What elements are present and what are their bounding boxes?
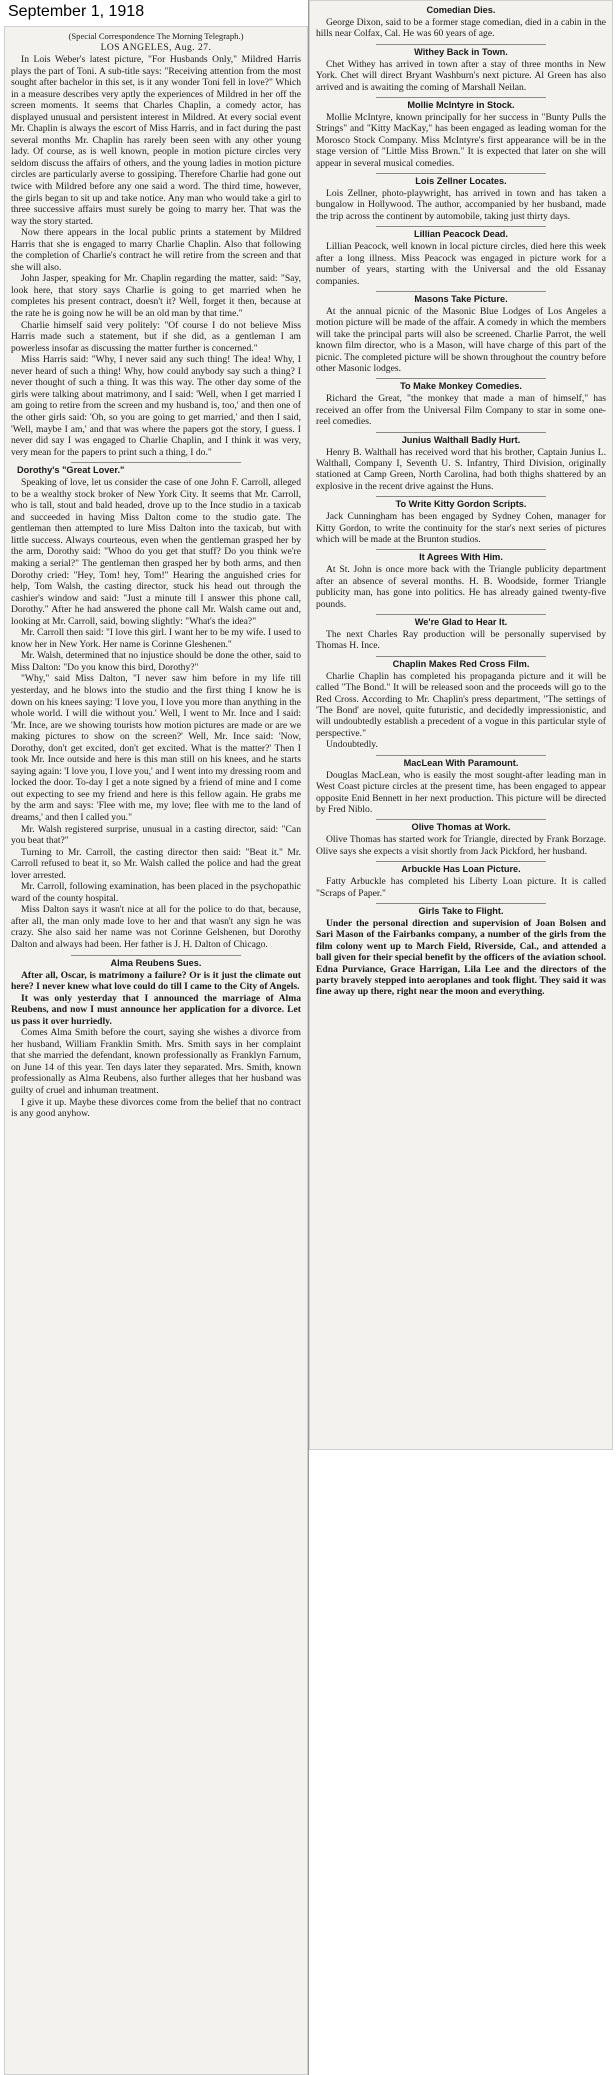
paragraph: John Jasper, speaking for Mr. Chaplin regarding the matter, said: "Say, look here, that story says Charlie is going to get married when he completes his present contract, doesn't it? Well, forget it then, because at the rate he is going now he will be an old man by that time." [11,273,301,320]
paragraph: Mr. Walsh registered surprise, unusual in a casting director, said: "Can you beat that?" [11,823,301,847]
section-rule [376,291,546,292]
paragraph: Fatty Arbuckle has completed his Liberty Loan picture. It is called "Scraps of Paper." [316,876,606,899]
paragraph: Charlie Chaplin has completed his propaganda picture and it will be called "The Bond." It will be released soon and the proceeds will go to the Red Cross. According to Mr. Chaplin's press department, "The settings of 'The Bond' are novel, quite futuristic, and decidedly impressionistic, and will undoubtedly establish a precedent of a vogue in this particular style of perspective." [316,670,606,739]
story-headline: Dorothy's "Great Lover." [17,465,125,476]
paragraph: Mr. Carroll then said: "I love this girl. I want her to be my wife. I used to know her in New York. Her name is Corinne Gleshenen." [11,627,301,650]
paragraph: Comes Alma Smith before the court, saying she wishes a divorce from her husband, William Franklin Smith. Mrs. Smith says in her complaint that she married the defendant, known professionally as Franklyn Farnum, on June 14 of this year. Ten days later they separated. Mrs. Smith, known professionally as Alma Reubens, also further alleges that her husband was guilty of cruel and inhuman treatment. [11,1027,301,1097]
paragraph: Douglas MacLean, who is easily the most sought-after leading man in West Coast picture circles at the present time, has been engaged to appear opposite Enid Bennett in her next production. This picture will be directed by Fred Niblo. [316,769,606,815]
story-arbuckle [316,864,606,899]
paragraph: Speaking of love, let us consider the case of one John F. Carroll, alleged to be a wealthy stock broker of New York City. It seems that Mr. Carroll, who is tall, stout and bald headed, drove up to the Ince studio in a taxicab and succeeded in having Miss Dalton come to the studio gate. The gentleman then attempted to lure Miss Dalton into the taxicab, but with little success. Always courteous, even when the gentleman grasped her by the arm, Dorothy said: "Whoo do you get that stuff? Do you think we're making a serial?" The gentleman then grasped her by both arms, and then Dorothy cried: "Hey, Tom! hey, Tom!" Hearing the anguished cries for help, Tom Walsh, the casting director, stuck his head out through the cashier's window and said: "Just a minute till I answer this phone call, Dorothy." After he had answered the phone call Mr. Walsh came out and, looking at Mr. Carroll, said, bowing slightly: "What's the idea?" [11,477,301,627]
paragraph: The next Charles Ray production will be personally supervised by Thomas H. Ince. [316,629,606,652]
paragraph: Miss Harris said: "Why, I never said any such thing! The idea! Why, I never heard of such a thing! Why, how could anybody say such a thing? I never thought of such a thing. It was this way. The other day some of the girls were talking about matrimony, and I said: 'Well, when I get married I am going to retire from the screen and my husband is, too,' and then one of the other girls said: 'Oh, so you are going to get married,' and then I said, 'Well, maybe I am,' and that was where the papers got the story, I guess. I never did say I was engaged to Charlie Chaplin, and I think it was very, very mean for the papers to print such a thing, I do." [11,354,301,458]
story-headline: MacLean With Paramount. [403,757,519,768]
paragraph: Charlie himself said very politely: "Of course I do not believe Miss Harris made such a statement, but if she did, as a gentleman I am powerless insofar as discussing the matter further is concerned." [11,319,301,354]
paragraph: Henry B. Walthall has received word that his brother, Captain Junius L. Walthall, Company I, Seventh U. S. Infantry, Third Division, originally stationed at Camp Green, North Carolina, had both thighs shattered by an explosive in the recent drive against the Huns. [316,446,606,492]
story-chaplin-harris [11,54,301,458]
story-headline: It Agrees With Him. [419,552,503,563]
correspondence-credit: (Special Correspondence The Morning Telegraph.) [68,31,244,41]
story-headline: To Make Monkey Comedies. [400,381,522,392]
story-glad [316,617,606,652]
story-maclean [316,758,606,816]
paragraph: Miss Dalton says it wasn't nice at all for the police to do that, because, after all, the man only made love to her and that wasn't any sign he was crazy. She also said her name was not Corinne Gelshenen, but Dorothy Dalton and always had been. Her father is J. H. Dalton of Chicago. [11,904,301,951]
story-mcintyre [316,100,606,169]
story-headline: To Write Kitty Gordon Scripts. [395,499,527,510]
section-rule [376,432,546,433]
section-rule [376,819,546,820]
paragraph: Undoubtedly. [326,739,378,751]
paragraph: Lois Zellner, photo-playwright, has arrived in town and has taken a bungalow in Hollywood. The author, accompanied by her husband, made the trip across the continent by automobile, taking just thirty days. [316,188,606,222]
paragraph: Olive Thomas has started work for Triangle, directed by Frank Borzage. Olive says she expects a visit shortly from Jack Pickford, her husband. [316,834,606,857]
story-flight [316,906,606,998]
story-headline: Masons Take Picture. [414,293,508,304]
section-rule [376,656,546,657]
story-headline: Alma Reubens Sues. [110,957,202,968]
section-rule [71,462,241,463]
dateline: LOS ANGELES, Aug. 27. [100,43,212,53]
story-headline: Withey Back in Town. [414,46,508,57]
story-headline: Mollie McIntyre in Stock. [407,100,515,111]
paragraph: In Lois Weber's latest picture, "For Husbands Only," Mildred Harris plays the part of Toni. A sub-title says: "Receiving attention from the most sought after bachelor in this set, is it any wonder Toni fell in love?" Which in a measure describes very aptly the experiences of Mildred in her off the screen moments. It seems that Charles Chaplin, a comedy actor, has displayed unusual and persistent interest in Mildred. At every social event Mr. Chaplin is always the escort of Miss Harris, and in fact during the past several months Mr. Chaplin has rarely been seen with any other young lady. Of course, as is well known, people in motion picture circles very seldom discuss the affairs of others, and the young ladies in motion picture circles are particularly averse to gossiping. Therefore Charlie had gone out twice with Mildred before any one said a word. The third time, however, the girls began to sit up and take notice. Any man who would take a girl to three successive affairs must surely be going to marry her. That was the way the story started. [11,54,301,227]
story-headline: Junius Walthall Badly Hurt. [401,434,521,445]
story-great-lover [11,465,301,950]
section-rule [376,549,546,550]
story-headline: Chaplin Makes Red Cross Film. [392,658,530,669]
story-headline: Olive Thomas at Work. [411,822,511,833]
section-rule [376,44,546,45]
story-walthall [316,435,606,493]
story-agrees [316,552,606,610]
right-column-clipping [309,0,613,1450]
story-monkey [316,381,606,427]
paragraph: George Dixon, said to be a former stage comedian, died in a cabin in the hills near Colfax, Cal. He was 60 years of age. [316,17,606,40]
story-olive-thomas [316,822,606,857]
story-zellner [316,176,606,222]
story-headline: Comedian Dies. [426,5,496,15]
section-rule [71,955,241,956]
story-peacock [316,229,606,287]
paragraph: "Why," said Miss Dalton, "I never saw him before in my life till yesterday, and he blows into the studio and the first thing I know he is down on his knees saying: 'I love you, I love you more than anything in the whole world. I will die without you.' Well, I went to Mr. Ince and I said: 'Mr. Ince, are we showing tourists how motion pictures are made or are we making pictures to show on the screen?' Well, Mr. Ince said: 'Now, Dorothy, don't get excited, don't get excited. What is the matter?' Then I took Mr. Ince outside and here is this man still on his knees, and he starts saying again: 'I love you, I love you,' and I went into my dressing room and locked the door. To-day I get a note signed by a friend of mine and I come out expecting to see my friend and here is this fellow again. He grabs me by the arm and says: 'Flee with me, my love; flee with me to the land of dreams,' and then I called you." [11,673,301,823]
story-kitty-gordon [316,499,606,545]
section-rule [376,755,546,756]
story-withey [316,47,606,93]
left-column-clipping [4,26,308,2075]
section-rule [376,496,546,497]
page-date: September 1, 1918 [8,3,145,20]
story-comedian-dies [316,5,606,40]
paragraph: It was only yesterday that I announced the marriage of Alma Reubens, and now I must announce her application for a divorce. Let us pass it over hurriedly. [11,992,301,1027]
paragraph: After all, Oscar, is matrimony a failure? Or is it just the climate out here? I never knew what love could do till I came to the City of Angels. [11,969,301,993]
paragraph: Under the personal direction and supervision of Joan Bolsen and Sari Mason of the Fairbanks company, a number of the girls from the film colony went up to March Field, Riverside, Cal., and attended a ball given for their special benefit by the officers of the aviation school. Edna Purviance, Grace Harrigan, Lila Lee and the directors of the party bravely stepped into aeroplanes and took flight. They said it was fine away up there, right near the moon and everything. [316,917,606,998]
paragraph: Mr. Walsh, determined that no injustice should be done the other, said to Miss Dalton: "Do you know this bird, Dorothy?" [11,650,301,673]
story-red-cross [316,659,606,751]
story-headline: Lois Zellner Locates. [415,176,507,187]
section-rule [376,226,546,227]
story-headline: We're Glad to Hear It. [414,617,508,628]
story-alma-reubens [11,958,301,1120]
paragraph: At the annual picnic of the Masonic Blue Lodges of Los Angeles a motion picture will be made of the affair. A comedy in which the members will take the principal parts will also be screened. Charlie Parrot, the well known film director, who is a Mason, will have charge of this part of the picnic. The completed picture will be shown throughout the country before other Masonic lodges. [316,305,606,374]
paragraph: Richard the Great, "the monkey that made a man of himself," has received an offer from the Universal Film Company to star in some one-reel comedies. [316,393,606,428]
story-masons [316,294,606,374]
story-headline: Arbuckle Has Loan Picture. [401,864,521,875]
paragraph: At St. John is once more back with the Triangle publicity department after an absence of several months. H. B. Woodside, former Triangle publicity man, has gone into politics. He has already gained twenty-five pounds. [316,564,606,610]
paragraph: Mr. Carroll, following examination, has been placed in the psychopathic ward of the county hospital. [11,881,301,904]
section-rule [376,378,546,379]
paragraph: Now there appears in the local public prints a statement by Mildred Harris that she is engaged to marry Charlie Chaplin. Also that following the completion of Charlie's contract he will retire from the screen and that she will also. [11,227,301,273]
paragraph: I give it up. Maybe these divorces come from the belief that no contract is any good anyhow. [11,1096,301,1120]
story-headline: Lillian Peacock Dead. [414,229,508,240]
section-rule [376,97,546,98]
paragraph: Chet Withey has arrived in town after a stay of three months in New York. Chet will direct Bryant Washburn's next picture. Al Green has also arrived and is awaiting the coming of Marshall Neilan. [316,58,606,93]
section-rule [376,173,546,174]
paragraph: Lillian Peacock, well known in local picture circles, died here this week after a long illness. Miss Peacock was engaged in picture work for a number of years, starting with the Universal and the old Essanay companies. [316,241,606,287]
paragraph: Turning to Mr. Carroll, the casting director then said: "Beat it." Mr. Carroll refused to beat it, so Mr. Walsh called the police and had the great lover arrested. [11,846,301,881]
paragraph: Mollie McIntyre, known principally for her success in "Bunty Pulls the Strings" and "Kitty MacKay," has been engaged as leading woman for the Morosco Stock Company. Miss McIntyre's first appearance will be in the stage version of "Little Miss Brown." It is expected that later on she will appear in several musical comedies. [316,112,606,169]
story-headline: Girls Take to Flight. [418,905,504,916]
paragraph: Jack Cunningham has been engaged by Sydney Cohen, manager for Kitty Gordon, to write the continuity for the star's next series of pictures which will be made at the Brunton studios. [316,511,606,545]
section-rule [376,614,546,615]
section-rule [376,903,546,904]
section-rule [376,861,546,862]
